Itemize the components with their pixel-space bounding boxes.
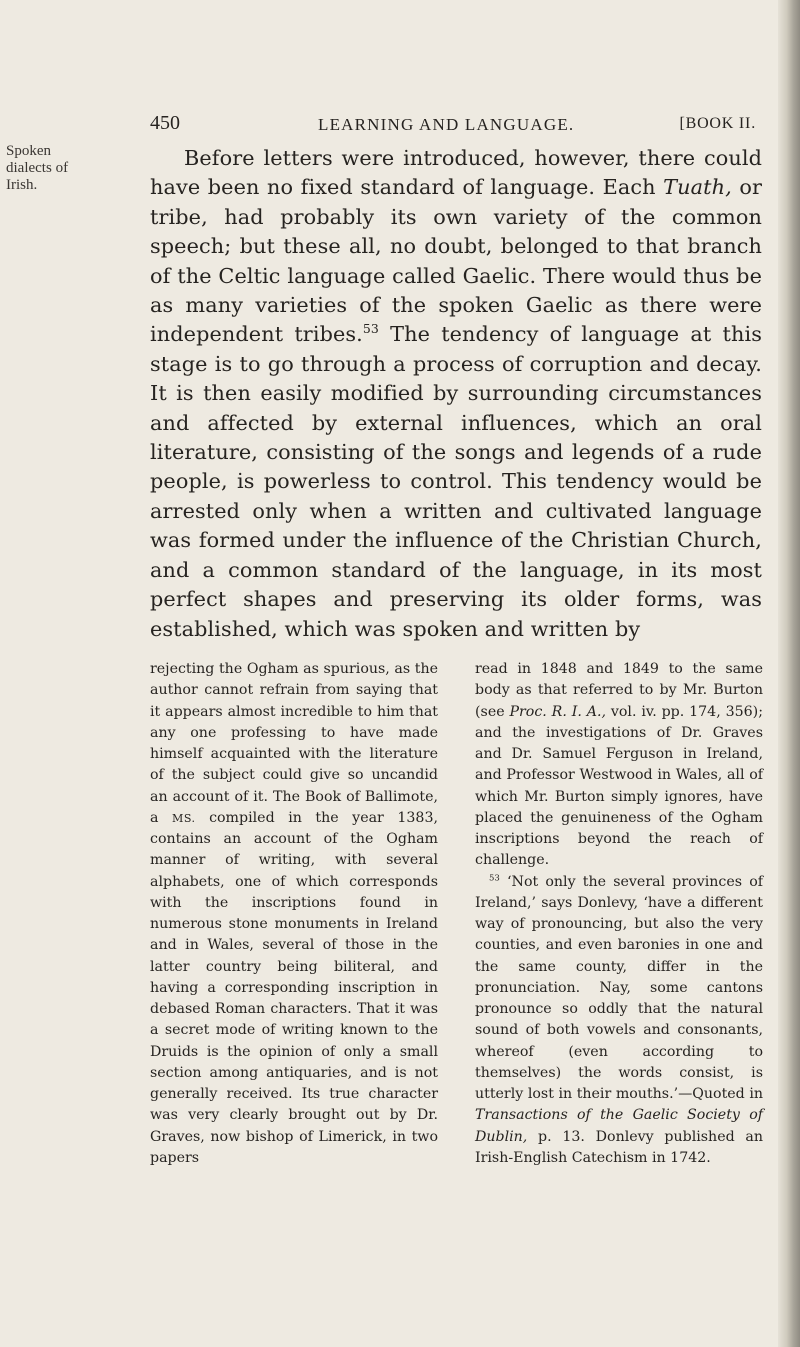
term-tuath: Tuath, — [663, 175, 732, 200]
footnote-text: rejecting the Ogham as spurious, as the author cannot refrain from saying that it appears almost incredible to him that any one professing to have made himself acquainted with the literature of the subject could give so uncandid an account of it. The Book of Ballimote, a — [150, 661, 438, 826]
footnote-continuation — [150, 659, 438, 1169]
page-number: 450 — [150, 112, 180, 134]
footnote-column-left — [150, 659, 438, 1169]
main-text — [150, 144, 762, 644]
main-text-part: The tendency of language at this stage is to go through a process of corruption and decay. It is then easily modified by surrounding circumstances and affected by external influences, which an oral literature, consisting of the songs and legends of a rude people, is powerless to control. This tendency would be arrested only when a written and cultivated language was formed under the influence of the Christian Church, and a common standard of the language, in its most perfect shapes and preserving its older forms, was established, which was spoken and written by — [150, 322, 762, 641]
margin-note-line-3: Irish. — [6, 177, 38, 193]
main-text-part: Before letters were introduced, however, there could have been no fixed standard of language. Each — [150, 146, 762, 200]
page-header — [150, 112, 756, 138]
footnote-abbrev-ms: MS. — [172, 811, 196, 825]
margin-note-line-1: Spoken — [6, 143, 51, 159]
main-paragraph — [150, 144, 762, 644]
margin-note-line-2: dialects of — [6, 160, 69, 176]
footnote-text: p. 13. Donlevy published an Irish-English Catechism in 1742. — [475, 1128, 763, 1166]
book-reference: [BOOK II. — [679, 115, 756, 132]
citation-proc: Proc. R. I. A., — [509, 703, 606, 720]
footnote-column-right — [475, 659, 763, 1169]
footnote-text: ‘Not only the several provinces of Ireland,’ says Donlevy, ‘have a different way of pronouncing, but also the very counties, and even baronies in one and the same county, differ in the pronunciation. Nay, some cantons pronounce so oddly that the natural sound of both vowels and consonants, whereof (even according to themselves) the words consist, is utterly lost in their mouths.’—Quoted in — [475, 873, 763, 1102]
footnote-ref-53: 53 — [362, 321, 379, 337]
footnote-53-number: 53 — [489, 872, 500, 883]
main-text-part: or tribe, had probably its own variety of the common speech; but these all, no doubt, belonged to that branch of the Celtic language called Gaelic. There would thus be as many varieties of the spoken Gaelic as there were independent tribes. — [150, 175, 762, 347]
footnote-text: compiled in the year 1383, contains an account of the Ogham manner of writing, with several alphabets, one of which corresponds with the inscriptions found in numerous stone monuments in Ireland and in Wales, several of those in the latter country being biliteral, and having a corresponding inscription in debased Roman characters. That it was a secret mode of writing known to the Druids is the opinion of only a small section among antiquaries, and is not generally received. Its true character was very clearly brought out by Dr. Graves, now bishop of Limerick, in two papers — [150, 809, 438, 1166]
footnote-text: vol. iv. pp. 174, 356); and the investigations of Dr. Graves and Dr. Samuel Ferguson in Ireland, and Professor Westwood in Wales, all of which Mr. Burton simply ignores, have placed the genuineness of the Ogham inscriptions beyond the reach of challenge. — [475, 703, 763, 869]
citation-transactions: Transactions of the Gaelic Society of Dublin, — [475, 1107, 763, 1145]
footnote-continuation-right — [475, 659, 763, 872]
footnote-text: read in 1848 and 1849 to the same body as that referred to by Mr. Burton (see — [475, 661, 763, 720]
running-head: LEARNING AND LANGUAGE. — [318, 115, 575, 134]
page-edge-shadow — [778, 0, 800, 1347]
margin-note — [6, 143, 102, 194]
footnote-53 — [475, 872, 763, 1170]
